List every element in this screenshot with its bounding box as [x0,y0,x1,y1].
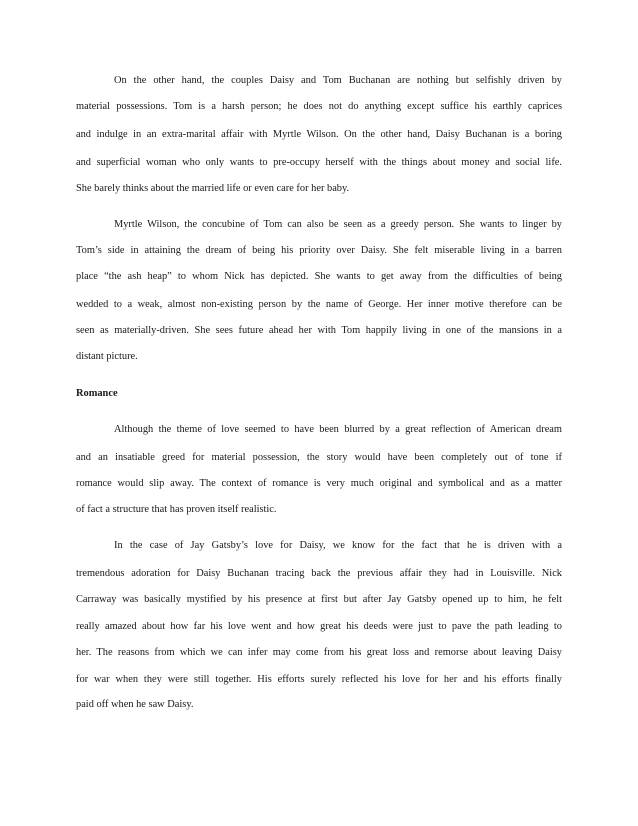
text-line: On the other hand, the couples Daisy and Tom Buchanan are nothing but selfishly driven by [114,75,562,86]
text-line: and an insatiable greed for material possession, the story would have been completely out of tone if [76,452,562,463]
section-heading-romance: Romance [76,388,118,399]
text-line: wedded to a weak, almost non-existing person by the name of George. Her inner motive therefore can be [76,299,562,310]
text-line: of fact a structure that has proven itself realistic. [76,504,277,515]
text-line: Although the theme of love seemed to have been blurred by a great reflection of American dream [114,424,562,435]
text-line: material possessions. Tom is a harsh person; he does not do anything except suffice his earthly caprices [76,101,562,112]
text-line: seen as materially-driven. She sees future ahead her with Tom happily living in one of the mansions in a [76,325,562,336]
text-line: for war when they were still together. His efforts surely reflected his love for her and his efforts finally [76,674,562,685]
text-line: romance would slip away. The context of romance is very much original and symbolical and as a matter [76,478,562,489]
text-line: paid off when he saw Daisy. [76,699,194,710]
text-line: place “the ash heap” to whom Nick has depicted. She wants to get away from the difficulties of being [76,271,562,282]
text-line: Carraway was basically mystified by his presence at first but after Jay Gatsby opened up to him, he felt [76,594,562,605]
text-line: her. The reasons from which we can infer may come from his great loss and remorse about leaving Daisy [76,647,562,658]
text-line: tremendous adoration for Daisy Buchanan tracing back the previous affair they had in Louisville. Nick [76,568,562,579]
text-line: and indulge in an extra-marital affair with Myrtle Wilson. On the other hand, Daisy Buchanan is a boring [76,129,562,140]
text-line: She barely thinks about the married life or even care for her baby. [76,183,350,194]
text-line: Tom’s side in attaining the dream of being his priority over Daisy. She felt miserable living in a barren [76,245,562,256]
text-line: and superficial woman who only wants to pre-occupy herself with the things about money and social life. [76,157,562,168]
text-line: distant picture. [76,351,138,362]
text-line: really amazed about how far his love went and how great his deeds were just to pave the path leading to [76,621,562,632]
text-line: Myrtle Wilson, the concubine of Tom can also be seen as a greedy person. She wants to linger by [114,219,562,230]
text-line: In the case of Jay Gatsby’s love for Daisy, we know for the fact that he is driven with a [114,540,562,551]
